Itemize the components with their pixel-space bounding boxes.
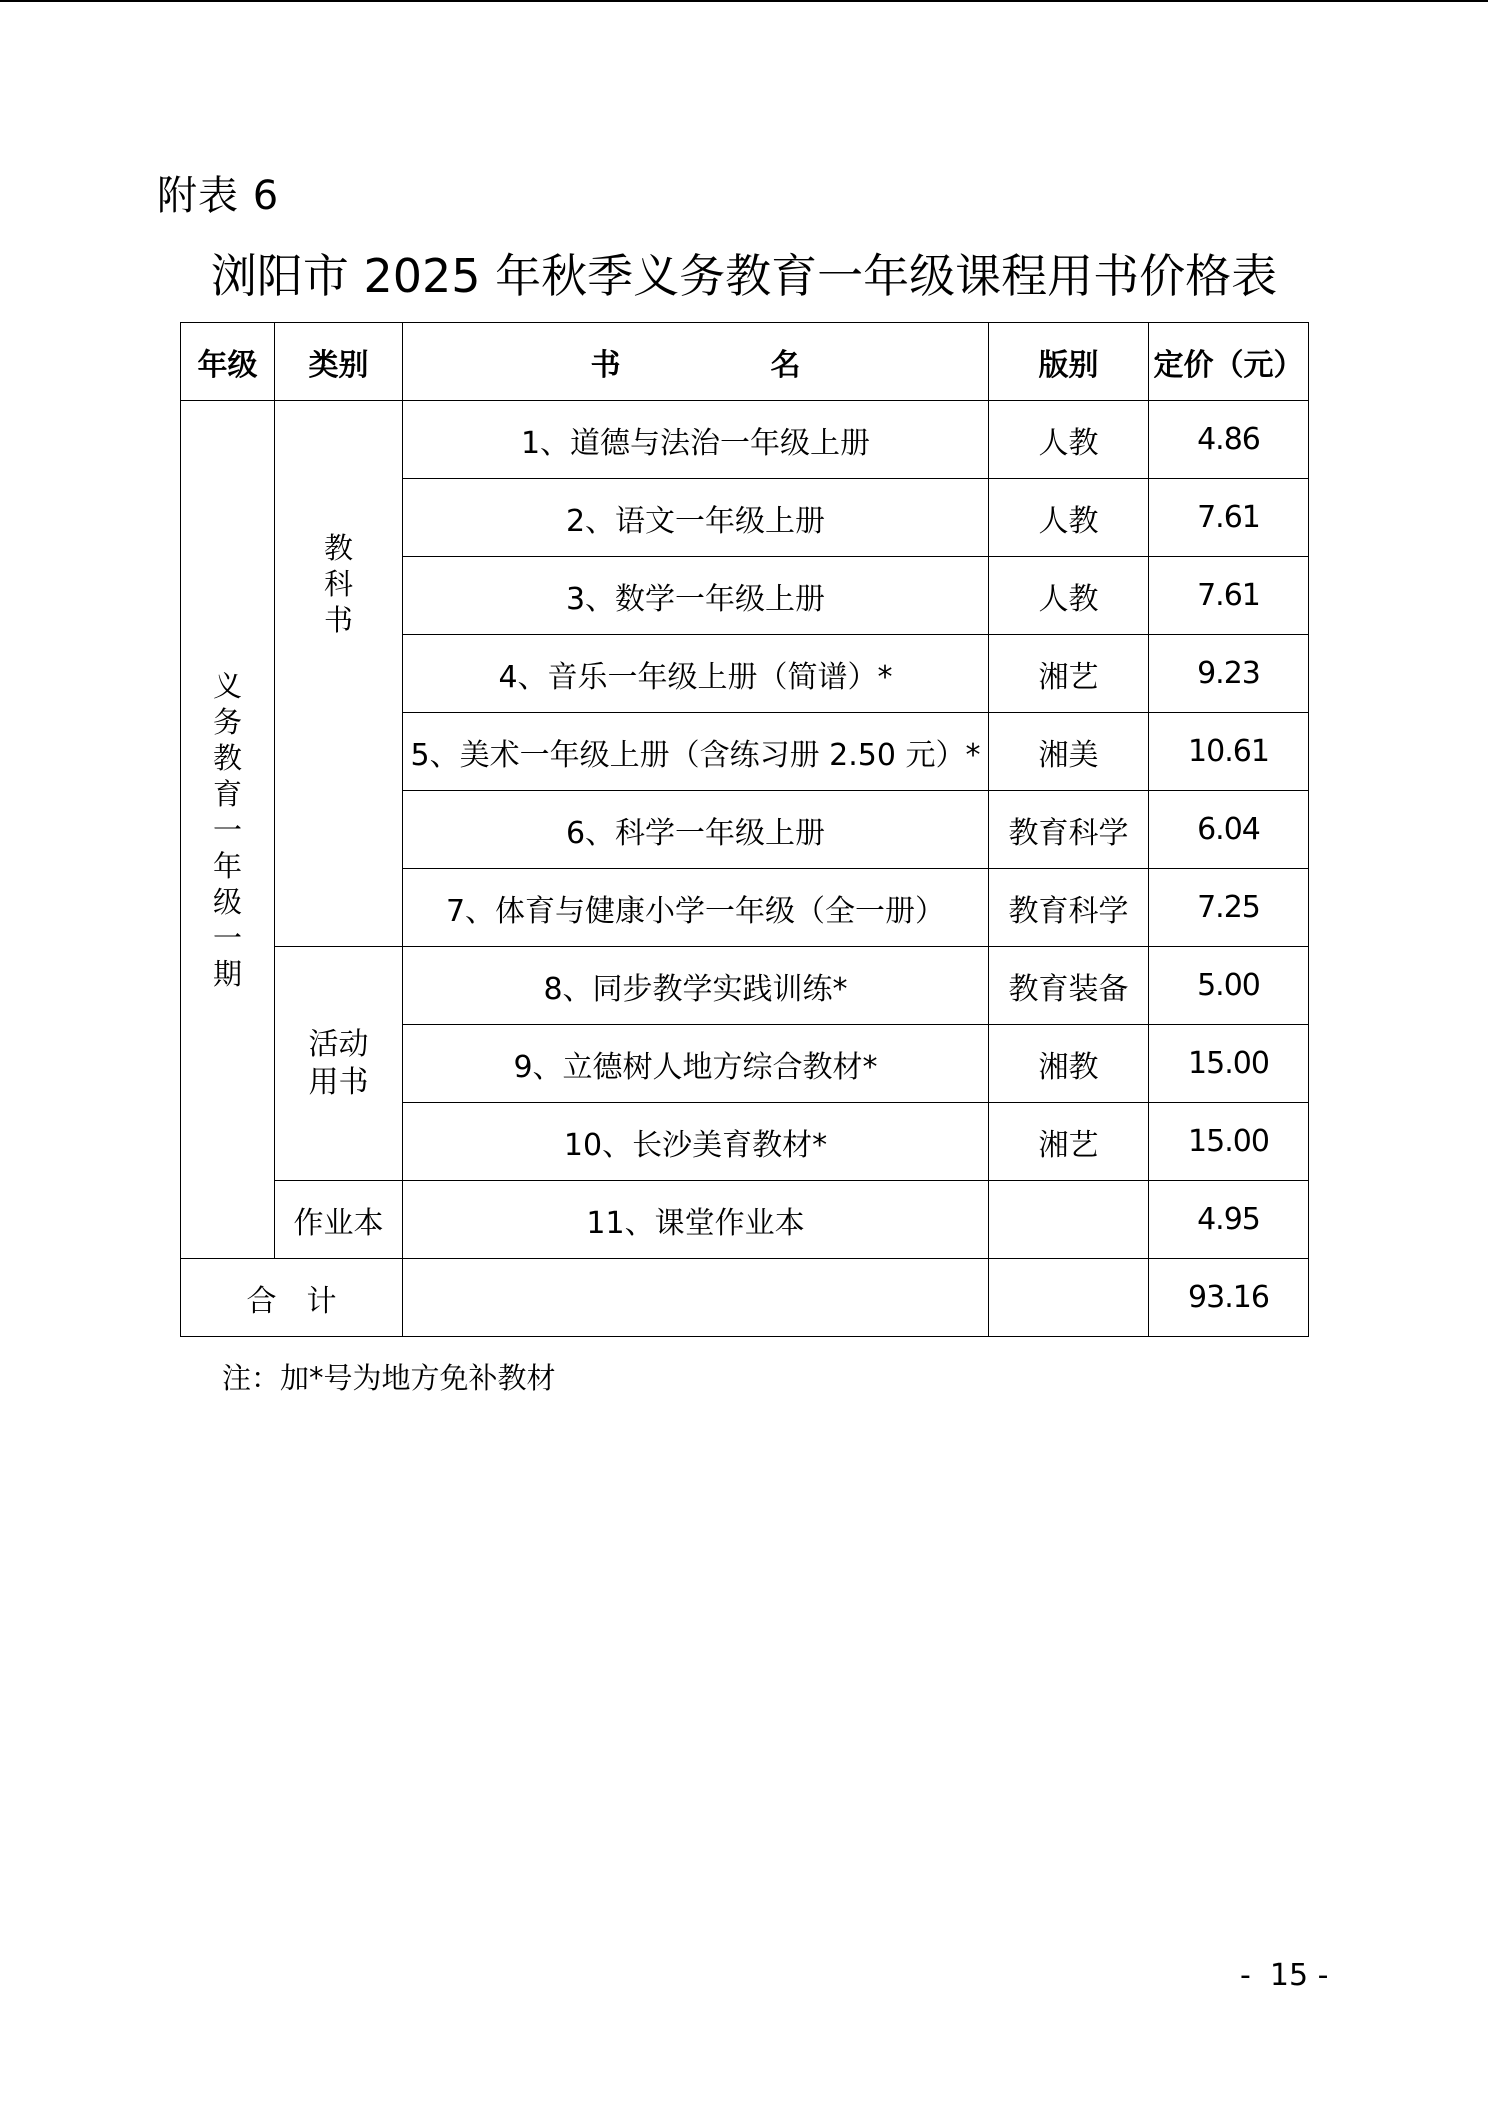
category-textbook-label: 教科书 (323, 530, 353, 637)
book-name: 1、道德与法治一年级上册 (403, 401, 989, 479)
book-name: 6、科学一年级上册 (403, 791, 989, 869)
book-price: 7.61 (1149, 557, 1309, 635)
total-name-empty (403, 1259, 989, 1337)
book-name: 2、语文一年级上册 (403, 479, 989, 557)
footnote: 注：加*号为地方免补教材 (222, 1361, 556, 1395)
book-version: 教育装备 (989, 947, 1149, 1025)
book-name: 8、同步教学实践训练* (403, 947, 989, 1025)
book-price: 6.04 (1149, 791, 1309, 869)
book-price: 7.25 (1149, 869, 1309, 947)
document-title: 浏阳市 2025 年秋季义务教育一年级课程用书价格表 (210, 249, 1278, 303)
grade-cell (181, 401, 275, 1259)
book-price: 4.86 (1149, 401, 1309, 479)
total-row (181, 1259, 1309, 1337)
category-cell-textbook (275, 401, 403, 947)
attachment-label: 附表 6 (157, 173, 280, 219)
category-cell-activity (275, 947, 403, 1181)
book-name: 7、体育与健康小学一年级（全一册） (403, 869, 989, 947)
book-name: 9、立德树人地方综合教材* (403, 1025, 989, 1103)
header-book-name (403, 323, 989, 401)
book-version: 湘教 (989, 1025, 1149, 1103)
top-border-line (0, 0, 1488, 2)
category-cell-homework: 作业本 (275, 1181, 403, 1259)
book-version: 教育科学 (989, 869, 1149, 947)
header-category: 类别 (275, 323, 403, 401)
header-price: 定价（元） (1149, 323, 1309, 401)
table-row (181, 1181, 1309, 1259)
category-activity-label: 活动用书 (308, 1026, 369, 1100)
book-price: 7.61 (1149, 479, 1309, 557)
book-version (989, 1181, 1149, 1259)
table-header-row (181, 323, 1309, 401)
book-version: 人教 (989, 401, 1149, 479)
total-price: 93.16 (1149, 1259, 1309, 1337)
header-book-name-left: 书 (590, 347, 621, 383)
total-version-empty (989, 1259, 1149, 1337)
page-number: - 15 - (1240, 1958, 1329, 1993)
book-name: 11、课堂作业本 (403, 1181, 989, 1259)
book-name: 4、音乐一年级上册（简谱）* (403, 635, 989, 713)
total-label: 合 计 (181, 1259, 403, 1337)
book-version: 教育科学 (989, 791, 1149, 869)
book-price: 5.00 (1149, 947, 1309, 1025)
table-row (181, 401, 1309, 479)
header-version: 版别 (989, 323, 1149, 401)
book-name: 5、美术一年级上册（含练习册 2.50 元）* (403, 713, 989, 791)
book-price: 9.23 (1149, 635, 1309, 713)
book-version: 人教 (989, 479, 1149, 557)
header-book-name-right: 名 (770, 347, 801, 383)
book-name: 10、长沙美育教材* (403, 1103, 989, 1181)
price-table (180, 322, 1309, 1337)
grade-label: 义务教育一年级一期 (212, 668, 242, 991)
book-price: 4.95 (1149, 1181, 1309, 1259)
table-row (181, 947, 1309, 1025)
book-price: 10.61 (1149, 713, 1309, 791)
book-price: 15.00 (1149, 1025, 1309, 1103)
header-grade: 年级 (181, 323, 275, 401)
book-version: 湘艺 (989, 1103, 1149, 1181)
book-version: 湘美 (989, 713, 1149, 791)
book-price: 15.00 (1149, 1103, 1309, 1181)
book-name: 3、数学一年级上册 (403, 557, 989, 635)
book-version: 人教 (989, 557, 1149, 635)
book-version: 湘艺 (989, 635, 1149, 713)
